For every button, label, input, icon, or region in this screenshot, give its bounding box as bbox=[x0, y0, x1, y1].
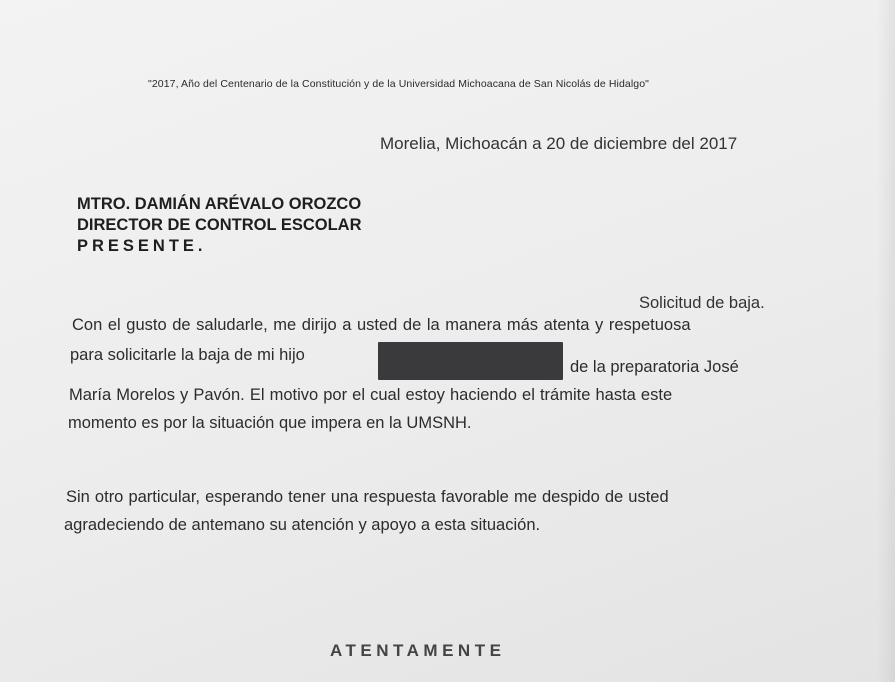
subject-line: Solicitud de baja. bbox=[639, 294, 765, 312]
body-line-5: Sin otro particular, esperando tener una respuesta favorable me despido de usted bbox=[66, 488, 669, 506]
redacted-name-box bbox=[378, 342, 563, 380]
body-line-6: agradeciendo de antemano su atención y apoyo a esta situación. bbox=[64, 516, 541, 534]
body-line-3: María Morelos y Pavón. El motivo por el cual estoy haciendo el trámite hasta este bbox=[69, 386, 673, 404]
paper-edge-shadow bbox=[877, 0, 895, 682]
institutional-motto: "2017, Año del Centenario de la Constitución y de la Universidad Michoacana de San Nicolás de Hidalgo" bbox=[148, 78, 649, 90]
recipient-block bbox=[77, 194, 362, 257]
recipient-name: MTRO. DAMIÁN ARÉVALO OROZCO bbox=[77, 195, 362, 213]
body-line-1: Con el gusto de saludarle, me dirijo a usted de la manera más atenta y respetuosa bbox=[72, 316, 691, 334]
recipient-title: DIRECTOR DE CONTROL ESCOLAR bbox=[77, 216, 362, 234]
body-line-2-before: para solicitarle la baja de mi hijo bbox=[70, 346, 305, 364]
body-line-4: momento es por la situación que impera en la UMSNH. bbox=[68, 414, 472, 432]
date-line: Morelia, Michoacán a 20 de diciembre del 2017 bbox=[380, 134, 738, 153]
closing-atentamente: ATENTAMENTE bbox=[330, 641, 506, 660]
body-line-2-after: de la preparatoria José bbox=[570, 358, 739, 376]
recipient-presente: PRESENTE. bbox=[77, 237, 207, 255]
